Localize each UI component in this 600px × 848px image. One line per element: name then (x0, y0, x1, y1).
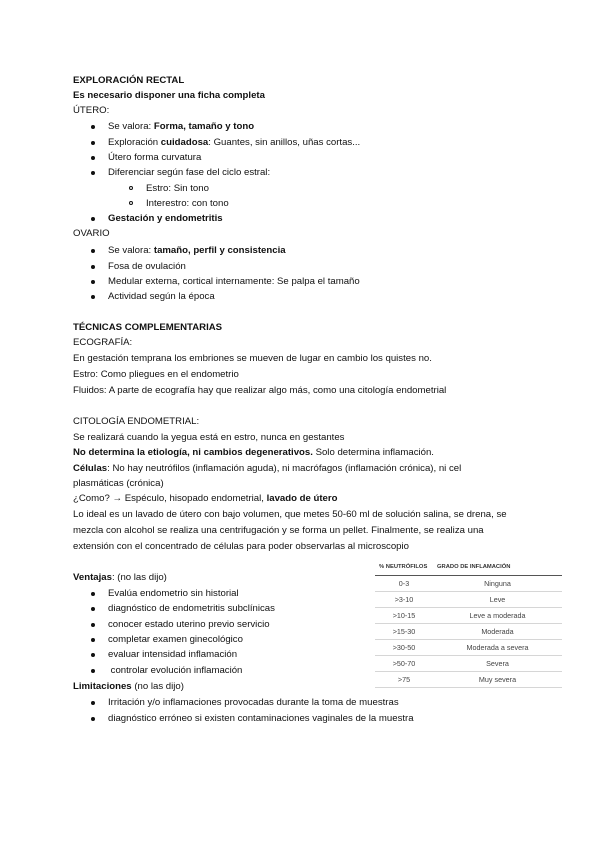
document-page: EXPLORACIÓN RECTAL Es necesario disponer una ficha completa ÚTERO: Se valora: Forma, tamaño y tono Exploración cuidadosa: Guantes, sin anillos, uñas cortas... Útero forma curvatura Diferenciar según fase del ciclo estral: Estro: Sin tono Interestro: con tono Gestación y endometritis OVARIO Se valora: tamaño, perfil y consistencia Fosa de ovulación Medular externa, cortical internamente: Se palpa el tamaño Actividad según la época TÉCNICAS COMPLEMENTARIAS ECOGRAFÍA: En gestación temprana los embriones se mueven de lugar en cambio los quistes no. Estro: Como pliegues en el endometrio Fluidos: A parte de ecografía hay que realizar algo más, como una citología endometrial CITOLOGÍA ENDOMETRIAL: Se realizará cuando la yegua está en estro, nunca en gestantes No determina la etiología, ni cambios degenerativos. Solo determina inflamación. Células: No hay neutrófilos (inflamación aguda), ni macrófagos (inflamación crónica), ni cel plasmáticas (crónica) ¿Como? → Espéculo, hisopado endometrial, lavado de útero Lo ideal es un lavado de útero con bajo volumen, que metes 50-60 ml de solución salina, se drena, se mezcla con alcohol se realiza una centrifugación y se forma un pellet. Finalmente, se realiza una extensión con el concentrado de células para poder observarlas al microscopio % NEUTRÓFILOS GRADO DE INFLAMACIÓN 0-3 Ninguna >3-10 Leve >10-15 Leve a moderada >15-30 Moderada >30-50 Moderada a severa >50-70 Severa >75 Muy severa Ventajas: (no las dijo) Evalúa endometrio sin historial diagnóstico de endometritis subclínicas conocer estado uterino previo servicio completar examen ginecológico evaluar intensidad inflamación controlar evolución inflamación Limitaciones (no las dijo) Irritación y/o inflamaciones provocadas durante la toma de muestras diagnóstico erróneo si existen contaminaciones vaginales de la muestra (0, 0, 600, 848)
citologia-line: Se realizará cuando la yegua está en estro, nunca en gestantes (73, 432, 345, 443)
table-row: >50-70 Severa (375, 656, 562, 672)
bullet-icon (91, 217, 95, 221)
ideal-line: mezcla con alcohol se realiza una centrifugación y se forma un pellet. Finalmente, se realiza una (73, 525, 484, 536)
bullet-icon (91, 592, 95, 596)
bullet-icon (91, 701, 95, 705)
bullet-icon (91, 717, 95, 721)
bullet-icon (91, 669, 95, 673)
column-header-neutrofilos: % NEUTRÓFILOS (375, 560, 433, 576)
citologia-heading: CITOLOGÍA ENDOMETRIAL: (73, 416, 200, 427)
ecografia-line: Estro: Como pliegues en el endometrio (73, 369, 239, 380)
ovario-heading: OVARIO (73, 228, 110, 239)
table-row: >3-10 Leve (375, 592, 562, 608)
table-row: 0-3 Ninguna (375, 576, 562, 592)
bullet-icon (91, 125, 95, 129)
rectal-note: Es necesario disponer una ficha completa (73, 90, 265, 101)
citologia-line: No determina la etiología, ni cambios degenerativos. Solo determina inflamación. (73, 447, 434, 458)
bullet-icon (91, 171, 95, 175)
bullet-icon (91, 653, 95, 657)
column-header-grado: GRADO DE INFLAMACIÓN (433, 560, 562, 576)
bullet-icon (91, 607, 95, 611)
circle-bullet-icon (129, 186, 133, 190)
limitaciones-heading: Limitaciones (no las dijo) (73, 681, 184, 692)
bullet-icon (91, 249, 95, 253)
utero-heading: ÚTERO: (73, 105, 110, 116)
ideal-line: Lo ideal es un lavado de útero con bajo volumen, que metes 50-60 ml de solución salina, se drena, se (73, 509, 507, 520)
circle-bullet-icon (129, 201, 133, 205)
bullet-icon (91, 638, 95, 642)
bullet-icon (91, 280, 95, 284)
bullet-icon (91, 141, 95, 145)
table-header-row (375, 560, 562, 576)
bullet-icon (91, 265, 95, 269)
ventajas-heading: Ventajas: (no las dijo) (73, 572, 167, 583)
ecografia-line: Fluidos: A parte de ecografía hay que realizar algo más, como una citología endometrial (73, 385, 447, 396)
ecografia-heading: ECOGRAFÍA: (73, 337, 133, 348)
table-row: >30-50 Moderada a severa (375, 640, 562, 656)
bullet-icon (91, 156, 95, 160)
celulas-line: Células: No hay neutrófilos (inflamación aguda), ni macrófagos (inflamación crónica), ni cel (73, 463, 462, 474)
table-row: >15-30 Moderada (375, 624, 562, 640)
ideal-line: extensión con el concentrado de células para poder observarlas al microscopio (73, 541, 409, 552)
bullet-icon (91, 623, 95, 627)
ecografia-line: En gestación temprana los embriones se mueven de lugar en cambio los quistes no. (73, 353, 432, 364)
rectal-title: EXPLORACIÓN RECTAL (73, 75, 185, 86)
como-line: ¿Como? → Espéculo, hisopado endometrial, lavado de útero (73, 493, 338, 504)
tecnicas-title: TÉCNICAS COMPLEMENTARIAS (73, 322, 223, 333)
bullet-icon (91, 295, 95, 299)
inflammation-table (375, 560, 562, 688)
celulas-line: plasmáticas (crónica) (73, 478, 164, 489)
table-row: >10-15 Leve a moderada (375, 608, 562, 624)
table-row: >75 Muy severa (375, 672, 562, 688)
